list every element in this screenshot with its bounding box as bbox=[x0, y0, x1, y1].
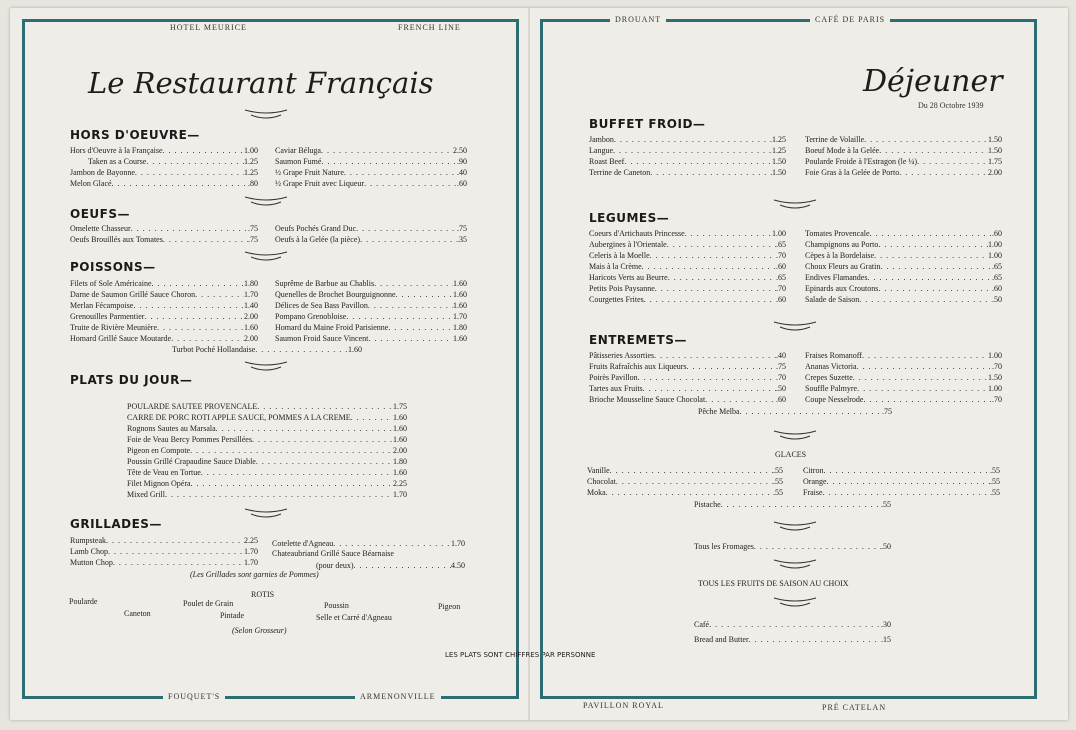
menu-item: Roast Beef . . . 1.50 bbox=[589, 156, 786, 167]
section-title-oeufs: OEUFS— bbox=[70, 207, 130, 221]
menu-sheet bbox=[10, 8, 1068, 720]
menu-item: Citron . . . .55 bbox=[803, 465, 1000, 476]
section-title-entremets: ENTREMETS— bbox=[589, 333, 687, 347]
menu-item: Hors d'Oeuvre à la Française . . . 1.00 bbox=[70, 145, 258, 156]
menu-item: Poularde Froide à l'Estragon (le ¼) . . . 1.75 bbox=[805, 156, 1002, 167]
menu-item: Poirès Pavillon . . . .70 bbox=[589, 372, 786, 383]
menu-item: Cotelette d'Agneau . . . 1.70 bbox=[272, 538, 465, 549]
menu-item: Foie Gras à la Gelée de Porto . . . 2.00 bbox=[805, 167, 1002, 178]
ornament bbox=[243, 359, 289, 373]
menu-item: Pigeon en Compote . . . 2.00 bbox=[127, 445, 407, 456]
ornament bbox=[243, 506, 289, 520]
menu-item: Omelette Chasseur . . . .75 bbox=[70, 223, 258, 234]
border-label: CAFÉ DE PARIS bbox=[810, 15, 890, 25]
menu-item: Oeufs Pochés Grand Duc . . . .75 bbox=[275, 223, 467, 234]
roti-item: Pintade bbox=[220, 611, 244, 620]
fruits-line: TOUS LES FRUITS DE SAISON AU CHOIX bbox=[698, 579, 849, 588]
menu-item: Tous les Fromages . . . .50 bbox=[694, 541, 891, 552]
menu-item: Brioche Mousseline Sauce Chocolat . . . .60 bbox=[589, 394, 786, 405]
menu-item: Bread and Butter . . . .15 bbox=[694, 634, 891, 645]
menu-item: Boeuf Mode à la Gelée . . . 1.50 bbox=[805, 145, 1002, 156]
footer-note: LES PLATS SONT CHIFFRES PAR PERSONNE bbox=[445, 651, 596, 659]
menu-item: Pistache . . . .55 bbox=[694, 499, 891, 510]
border-label: PRÉ CATELAN bbox=[817, 703, 891, 713]
menu-item: Haricots Verts au Beurre . . . .65 bbox=[589, 272, 786, 283]
section-title-plats-du-jour: PLATS DU JOUR— bbox=[70, 373, 193, 387]
menu-item: Salade de Saison . . . .50 bbox=[805, 294, 1002, 305]
menu-item: Epinards aux Croutons . . . .60 bbox=[805, 283, 1002, 294]
menu-item: Tomates Provencale . . . .60 bbox=[805, 228, 1002, 239]
menu-item: Courgettes Frites . . . .60 bbox=[589, 294, 786, 305]
menu-item: Pêche Melba . . . .75 bbox=[698, 406, 892, 417]
roti-item: Selle et Carré d'Agneau bbox=[316, 613, 392, 622]
roti-item: Pigeon bbox=[438, 602, 461, 611]
rotis-title: ROTIS bbox=[251, 590, 275, 599]
menu-item: Petits Pois Paysanne . . . .70 bbox=[589, 283, 786, 294]
menu-item: Aubergines à l'Orientale . . . .65 bbox=[589, 239, 786, 250]
menu-item: CARRE DE PORC ROTI APPLE SAUCE, POMMES A LA CREME . . . 1.60 bbox=[127, 412, 407, 423]
menu-item: Quenelles de Brochet Bourguignonne . . . 1.60 bbox=[275, 289, 467, 300]
ornament bbox=[772, 595, 818, 609]
menu-item: Oeufs Brouillés aux Tomates . . . .75 bbox=[70, 234, 258, 245]
menu-item: Melon Glacé . . . .80 bbox=[70, 178, 258, 189]
menu-item: Caviar Béluga . . . 2.50 bbox=[275, 145, 467, 156]
menu-item: Saumon Fumé . . . .90 bbox=[275, 156, 467, 167]
menu-item: Jambon . . . 1.25 bbox=[589, 134, 786, 145]
menu-item: Fruits Rafraîchis aux Liqueurs . . . .75 bbox=[589, 361, 786, 372]
menu-date: Du 28 Octobre 1939 bbox=[918, 101, 984, 110]
menu-item: Taken as a Course . . . 1.25 bbox=[88, 156, 258, 167]
menu-item: Endives Flamandes . . . .65 bbox=[805, 272, 1002, 283]
menu-item: Lamb Chop . . . 1.70 bbox=[70, 546, 258, 557]
menu-item: Foie de Veau Bercy Pommes Persillées . . . 1.60 bbox=[127, 434, 407, 445]
restaurant-title: Le Restaurant Français bbox=[88, 66, 434, 100]
rotis-note: (Selon Grosseur) bbox=[232, 626, 287, 635]
menu-item: Filet Mignon Opéra . . . 2.25 bbox=[127, 478, 407, 489]
menu-item: Ananas Victoria . . . .70 bbox=[805, 361, 1002, 372]
ornament bbox=[772, 197, 818, 211]
border-label: DROUANT bbox=[610, 15, 666, 25]
menu-item: Turbot Poché Hollandaise . . . 1.60 bbox=[172, 344, 362, 355]
menu-item: Fraises Romanoff . . . 1.00 bbox=[805, 350, 1002, 361]
dejeuner-title: Déjeuner bbox=[863, 64, 1003, 99]
menu-item: Homard Grillé Sauce Moutarde . . . 2.00 bbox=[70, 333, 258, 344]
menu-item: Délices de Sea Bass Pavillon . . . 1.60 bbox=[275, 300, 467, 311]
menu-item: Champignons au Porto . . . 1.00 bbox=[805, 239, 1002, 250]
border-label: PAVILLON ROYAL bbox=[578, 701, 669, 711]
menu-item: Darne de Saumon Grillé Sauce Choron . . . 1.70 bbox=[70, 289, 258, 300]
menu-item: Pâtisseries Assorties . . . .40 bbox=[589, 350, 786, 361]
menu-item: Choux Fleurs au Gratin . . . .65 bbox=[805, 261, 1002, 272]
menu-item: Tête de Veau en Tortue . . . 1.60 bbox=[127, 467, 407, 478]
roti-item: Caneton bbox=[124, 609, 151, 618]
grillades-note: (Les Grillades sont garnies de Pommes) bbox=[190, 570, 319, 579]
page-fold bbox=[528, 8, 530, 720]
menu-item: Merlan Fécampoise . . . 1.40 bbox=[70, 300, 258, 311]
menu-item: Crepes Suzette . . . 1.50 bbox=[805, 372, 1002, 383]
ornament bbox=[772, 319, 818, 333]
menu-item: Truite de Rivière Meunière . . . 1.60 bbox=[70, 322, 258, 333]
section-title-grillades: GRILLADES— bbox=[70, 517, 162, 531]
menu-item: Coupe Nesselrode . . . .70 bbox=[805, 394, 1002, 405]
section-title-hors-doeuvre: HORS D'OEUVRE— bbox=[70, 128, 200, 142]
border-label: ARMENONVILLE bbox=[355, 692, 441, 702]
menu-item: Cèpes à la Bordelaise . . . 1.00 bbox=[805, 250, 1002, 261]
border-label: FOUQUET'S bbox=[163, 692, 225, 702]
menu-item: POULARDE SAUTEE PROVENCALE . . . 1.75 bbox=[127, 401, 407, 412]
menu-item: Rognons Sautes au Marsala . . . 1.60 bbox=[127, 423, 407, 434]
ornament bbox=[772, 519, 818, 533]
menu-item: Mixed Grill . . . 1.70 bbox=[127, 489, 407, 500]
menu-item: Langue . . . 1.25 bbox=[589, 145, 786, 156]
menu-item: Souffle Palmyre . . . 1.00 bbox=[805, 383, 1002, 394]
menu-item: Saumon Froid Sauce Vincent . . . 1.60 bbox=[275, 333, 467, 344]
glaces-title: GLACES bbox=[775, 450, 807, 459]
menu-item: ½ Grape Fruit Nature . . . .40 bbox=[275, 167, 467, 178]
border-label: FRENCH LINE bbox=[393, 23, 466, 33]
menu-item: Chocolat . . . .55 bbox=[587, 476, 783, 487]
menu-item: Tartes aux Fruits . . . .50 bbox=[589, 383, 786, 394]
ornament bbox=[772, 428, 818, 442]
roti-item: Poussin bbox=[324, 601, 349, 610]
menu-item: Vanille . . . .55 bbox=[587, 465, 783, 476]
menu-item: Jambon de Bayonne . . . 1.25 bbox=[70, 167, 258, 178]
menu-item: ½ Grape Fruit avec Liqueur . . . .60 bbox=[275, 178, 467, 189]
ornament bbox=[243, 194, 289, 208]
menu-item: Celeris à la Moelle . . . .70 bbox=[589, 250, 786, 261]
ornament bbox=[772, 557, 818, 571]
menu-item: Grenouilles Parmentier . . . 2.00 bbox=[70, 311, 258, 322]
section-title-buffet-froid: BUFFET FROID— bbox=[589, 117, 706, 131]
menu-item: Poussin Grillé Crapaudine Sauce Diable . . . 1.80 bbox=[127, 456, 407, 467]
menu-item: Suprême de Barbue au Chablis . . . 1.60 bbox=[275, 278, 467, 289]
menu-item: (pour deux) . . . 4.50 bbox=[316, 560, 465, 571]
menu-item: Homard du Maine Froid Parisienne . . . 1.80 bbox=[275, 322, 467, 333]
ornament bbox=[243, 107, 289, 121]
section-title-poissons: POISSONS— bbox=[70, 260, 156, 274]
menu-item: Mutton Chop . . . 1.70 bbox=[70, 557, 258, 568]
roti-item: Poularde bbox=[69, 597, 98, 606]
menu-item: Terrine de Volaille . . . 1.50 bbox=[805, 134, 1002, 145]
menu-item: Mais à la Crème . . . .60 bbox=[589, 261, 786, 272]
menu-item-text: Chateaubriand Grillé Sauce Béarnaise bbox=[272, 549, 394, 558]
menu-item: Filets of Sole Américaine . . . 1.80 bbox=[70, 278, 258, 289]
menu-item: Moka . . . .55 bbox=[587, 487, 783, 498]
roti-item: Poulet de Grain bbox=[183, 599, 234, 608]
menu-item: Fraise . . . .55 bbox=[803, 487, 1000, 498]
menu-item: Rumpsteak . . . 2.25 bbox=[70, 535, 258, 546]
ornament bbox=[243, 249, 289, 263]
menu-item: Oeufs à la Gelée (la pièce) . . . .35 bbox=[275, 234, 467, 245]
menu-item: Terrine de Caneton . . . 1.50 bbox=[589, 167, 786, 178]
section-title-legumes: LEGUMES— bbox=[589, 211, 670, 225]
menu-item: Café . . . .30 bbox=[694, 619, 891, 630]
menu-item: Coeurs d'Artichauts Princesse . . . 1.00 bbox=[589, 228, 786, 239]
menu-item: Pompano Grenobloise . . . 1.70 bbox=[275, 311, 467, 322]
menu-item: Orange . . . .55 bbox=[803, 476, 1000, 487]
border-label: HOTEL MEURICE bbox=[165, 23, 252, 33]
